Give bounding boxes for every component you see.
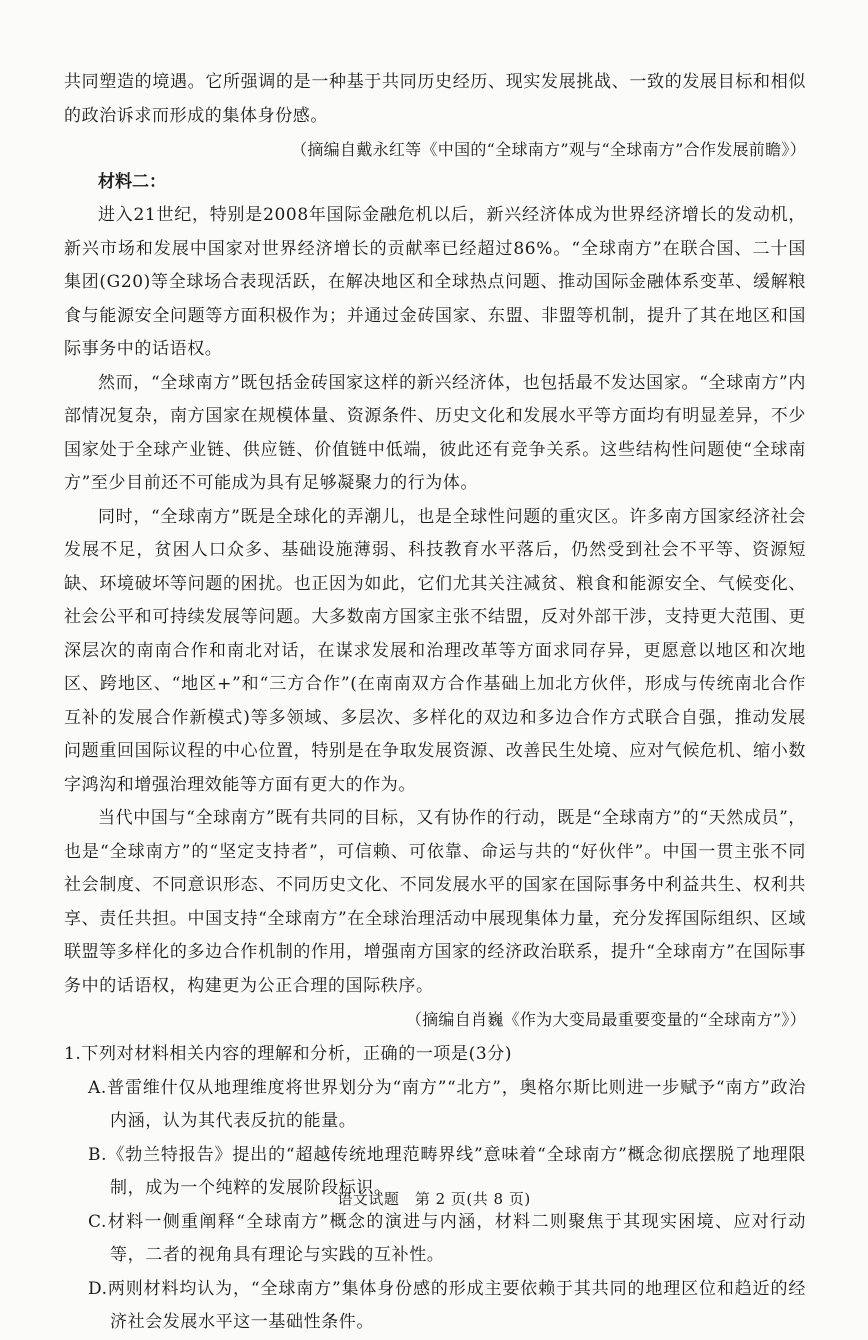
- question-1-option-a: A.普雷维什仅从地理维度将世界划分为“南方”“北方”，奥格尔斯比则进一步赋予“南方”政治内涵，认为其代表反抗的能量。: [88, 1077, 806, 1131]
- question-1-option-c: C.材料一侧重阐释“全球南方”概念的演进与内涵，材料二则聚焦于其现实困境、应对行动等，二者的视角具有理论与实践的互补性。: [88, 1211, 806, 1265]
- question-1-option-b: B.《勃兰特报告》提出的“超越传统地理范畴界线”意味着“全球南方”概念彻底摆脱了地理限制，成为一个纯粹的发展阶段标识。: [88, 1144, 806, 1198]
- intro-paragraph: 共同塑造的境遇。它所强调的是一种基于共同历史经历、现实发展挑战、一致的发展目标和相似的政治诉求而形成的集体身份感。: [64, 72, 806, 126]
- material-2-paragraph: 同时，“全球南方”既是全球化的弄潮儿，也是全球性问题的重灾区。许多南方国家经济社会发展不足，贫困人口众多、基础设施薄弱、科技教育水平落后，仍然受到社会不平等、资源短缺、环境破坏等问题的困扰。也正因为如此，它们尤其关注减贫、粮食和能源安全、气候变化、社会公平和可持续发展等问题。大多数南方国家主张不结盟，反对外部干涉，支持更大范围、更深层次的南南合作和南北对话，在谋求发展和治理改革等方面求同存异，更愿意以地区和次地区、跨地区、“地区+”和“三方合作”(在南南双方合作基础上加北方伙伴，形成与传统南北合作互补的发展合作新模式)等多领域、多层次、多样化的双边和多边合作方式联合自强，推动发展问题重回国际议程的中心位置，特别是在争取发展资源、改善民生处境、应对气候危机、缩小数字鸿沟和增强治理效能等方面有更大的作为。: [64, 506, 806, 795]
- question-1-stem: 1.下列对材料相关内容的理解和分析，正确的一项是(3分): [64, 1044, 513, 1064]
- source-citation-2: （摘编自肖巍《作为大变局最重要变量的“全球南方”》）: [405, 1010, 806, 1029]
- source-citation-1: （摘编自戴永红等《中国的“全球南方”观与“全球南方”合作发展前瞻》）: [291, 140, 806, 159]
- question-1-option-d: D.两则材料均认为，“全球南方”集体身份感的形成主要依赖于其共同的地理区位和趋近的经济社会发展水平这一基础性条件。: [88, 1278, 806, 1332]
- material-2-paragraph: 进入21世纪，特别是2008年国际金融危机以后，新兴经济体成为世界经济增长的发动机，新兴市场和发展中国家对世界经济增长的贡献率已经超过86%。“全球南方”在联合国、二十国集团(G20)等全球场合表现活跃，在解决地区和全球热点问题、推动国际金融体系变革、缓解粮食与能源安全问题等方面积极作为；并通过金砖国家、东盟、非盟等机制，提升了其在地区和国际事务中的话语权。: [64, 205, 806, 359]
- material-2-paragraph: 当代中国与“全球南方”既有共同的目标，又有协作的行动，既是“全球南方”的“天然成员”，也是“全球南方”的“坚定支持者”，可信赖、可依靠、命运与共的“好伙伴”。中国一贯主张不同社会制度、不同意识形态、不同历史文化、不同发展水平的国家在国际事务中利益共生、权利共享、责任共担。中国支持“全球南方”在全球治理活动中展现集体力量，充分发挥国际组织、区域联盟等多样化的多边合作机制的作用，增强南方国家的经济政治联系，提升“全球南方”在国际事务中的话语权，构建更为公正合理的国际秩序。: [64, 808, 806, 996]
- page-footer: 语文试题 第 2 页(共 8 页): [337, 1190, 531, 1208]
- material-2-heading: 材料二：: [98, 172, 166, 192]
- material-2-paragraph: 然而，“全球南方”既包括金砖国家这样的新兴经济体，也包括最不发达国家。“全球南方”内部情况复杂，南方国家在规模体量、资源条件、历史文化和发展水平等方面均有明显差异，不少国家处于全球产业链、供应链、价值链中低端，彼此还有竞争关系。这些结构性问题使“全球南方”至少目前还不可能成为具有足够凝聚力的行为体。: [64, 372, 806, 493]
